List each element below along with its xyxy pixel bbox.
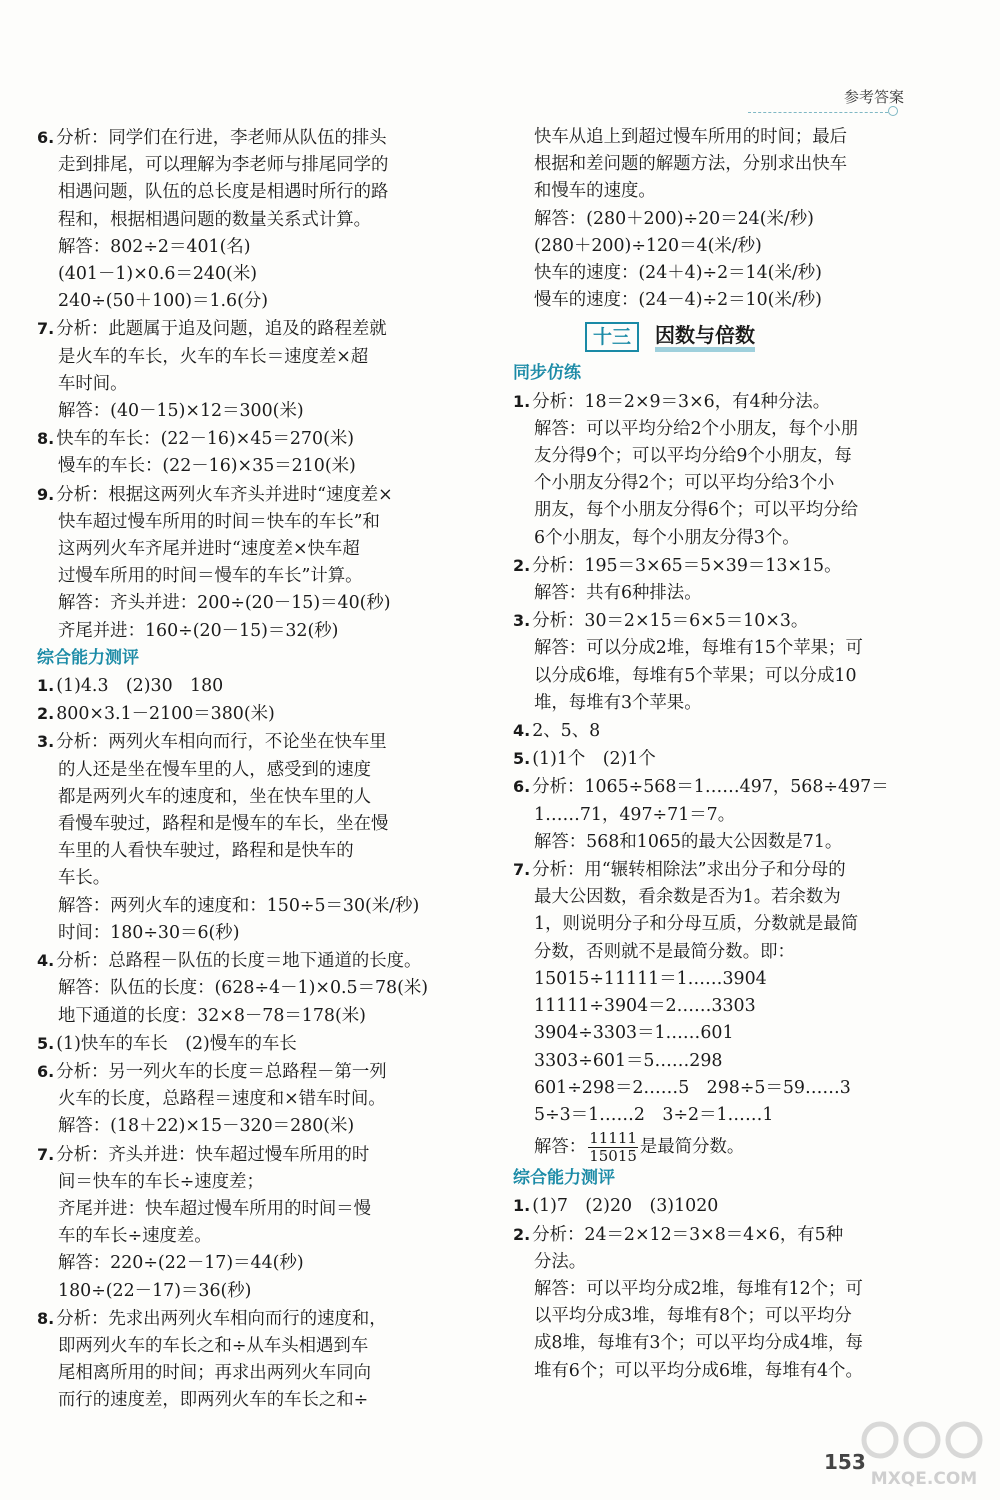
line-text: 解答：(18＋22)×15－320＝280(米) — [58, 1116, 355, 1137]
left-column — [37, 124, 475, 1415]
line-text: 分析：同学们在行进，李老师从队伍的排头 — [56, 128, 387, 148]
text-line — [513, 856, 911, 884]
text-line — [37, 509, 475, 536]
line-text: 分析：此题属于追及问题，追及的路程差就 — [56, 319, 387, 340]
line-text: (401－1)×0.6＝240(米) — [58, 264, 257, 285]
item-number: 7. — [37, 319, 55, 339]
line-text: 这两列火车齐尾并进时“速度差×快车超 — [58, 539, 360, 560]
line-text: 解答：两列火车的速度和：150÷5＝30(米/秒) — [58, 895, 420, 916]
text-line — [513, 470, 911, 497]
text-line — [37, 536, 475, 563]
line-text: 分数，否则就不是最简分数。即： — [534, 941, 795, 962]
text-line — [513, 1048, 911, 1075]
line-text: 慢车的车长：(22－16)×35＝210(米) — [58, 456, 356, 477]
text-line — [37, 672, 475, 700]
line-text: 分析：两列火车相向而行，不论坐在快车里 — [56, 732, 387, 753]
line-text: 5÷3＝1……2 3÷2＝1……1 — [534, 1104, 774, 1125]
subheading-text: 同步仿练 — [513, 363, 581, 384]
text-line — [37, 453, 475, 480]
text-line — [513, 525, 911, 552]
item-number: 5. — [37, 1033, 55, 1053]
line-text: 堆，每堆有3个苹果。 — [534, 692, 702, 713]
text-line — [37, 315, 475, 343]
line-text: 解答：220÷(22－17)＝44(秒) — [58, 1253, 304, 1274]
line-text: 解答：可以平均分给2个小朋友，每个小朋 — [534, 418, 859, 439]
text-line — [513, 1358, 911, 1385]
line-text: 走到排尾，可以理解为李老师与排尾同学的 — [58, 155, 389, 176]
line-text: 车时间。 — [58, 373, 128, 394]
item-number: 5. — [513, 749, 531, 769]
text-line — [37, 947, 475, 975]
text-line — [513, 717, 911, 745]
line-text: (1)1个 (2)1个 — [532, 749, 656, 770]
line-text: 分析：195＝3×65＝5×39＝13×15。 — [532, 555, 842, 576]
item-number: 6. — [37, 128, 55, 147]
line-text: (1)4.3 (2)30 180 — [56, 676, 224, 697]
line-text: 6个小朋友，每个小朋友分得3个。 — [534, 527, 800, 548]
text-line — [37, 618, 475, 645]
text-line — [513, 580, 911, 607]
item-number: 3. — [37, 732, 55, 752]
text-line — [37, 700, 475, 728]
line-text: 过慢车所用的时间＝慢车的车长”计算。 — [58, 566, 363, 587]
item-number: 1. — [513, 391, 531, 411]
line-text: 3303÷601＝5……298 — [534, 1050, 723, 1071]
line-text: 以分成6堆，每堆有5个苹果；可以分成10 — [534, 665, 857, 686]
item-number: 4. — [513, 721, 531, 741]
item-number: 1. — [513, 1196, 531, 1216]
item-number: 2. — [37, 704, 55, 724]
line-text: 车长。 — [58, 868, 111, 889]
line-text: 分析：1065÷568＝1……497，568÷497＝ — [532, 777, 889, 798]
text-line — [513, 416, 911, 443]
text-line — [37, 975, 475, 1002]
text-line — [513, 635, 911, 662]
line-text: 解答：568和1065的最大公因数是71。 — [534, 831, 843, 852]
text-line — [37, 563, 475, 590]
text-line — [513, 993, 911, 1020]
text-line — [37, 398, 475, 425]
text-line — [513, 884, 911, 911]
page-number: 153 — [824, 1450, 866, 1474]
text-line — [37, 1003, 475, 1030]
line-text: 齐尾并进：快车超过慢车所用的时间＝慢 — [58, 1198, 372, 1219]
line-text: 火车的长度，总路程＝速度和×错车时间。 — [58, 1089, 386, 1110]
line-text: 而行的速度差，即两列火车的车长之和÷ — [58, 1390, 369, 1411]
line-text: 分析：另一列火车的长度＝总路程－第一列 — [56, 1061, 387, 1082]
text-line — [513, 1221, 911, 1249]
section-heading — [585, 314, 911, 360]
text-line — [513, 1303, 911, 1330]
text-line — [37, 425, 475, 453]
text-line — [513, 151, 911, 178]
line-text: 地下通道的长度：32×8－78＝178(米) — [58, 1005, 366, 1026]
item-number: 6. — [37, 1061, 55, 1081]
text-line — [513, 260, 911, 287]
subheading-text: 综合能力测评 — [513, 1168, 615, 1189]
text-line — [513, 939, 911, 966]
line-text: 以平均分成3堆，每堆有8个；可以平均分 — [534, 1306, 852, 1327]
fraction-numerator: 11111 — [589, 1128, 637, 1147]
text-line — [513, 663, 911, 690]
header-title: 参考答案 — [843, 88, 904, 106]
text-line — [37, 1030, 475, 1058]
text-line — [513, 206, 911, 233]
line-text: 根据和差问题的解题方法，分别求出快车 — [534, 154, 848, 175]
right-column — [513, 124, 911, 1385]
text-line — [513, 1249, 911, 1276]
text-line — [513, 124, 911, 151]
line-text: 成8堆，每堆有3个；可以平均分成4堆，每 — [534, 1333, 863, 1354]
text-line — [513, 443, 911, 470]
text-line — [513, 911, 911, 938]
text-line — [513, 607, 911, 635]
subheading — [513, 1165, 911, 1192]
line-text: 180÷(22－17)＝36(秒) — [58, 1280, 252, 1301]
line-text: 解答：齐头并进：200÷(20－15)＝40(秒) — [58, 593, 391, 614]
line-text: 分析：根据这两列火车齐头并进时“速度差× — [56, 484, 393, 505]
line-text: 个小朋友分得2个；可以平均分给3个小 — [534, 473, 835, 494]
section-title: 因数与倍数 — [655, 323, 755, 352]
header-rule — [748, 112, 888, 113]
text-line — [513, 233, 911, 260]
text-line — [513, 552, 911, 580]
text-line — [513, 773, 911, 801]
text-line — [37, 152, 475, 179]
line-text: 分析：24＝2×12＝3×8＝4×6，有5种 — [532, 1224, 844, 1245]
text-line — [37, 1360, 475, 1387]
line-text: 分法。 — [534, 1251, 587, 1272]
item-number: 2. — [513, 1224, 531, 1244]
right-bottom-block — [513, 360, 911, 1129]
text-line — [37, 207, 475, 234]
text-line — [513, 388, 911, 416]
text-line — [37, 1305, 475, 1333]
text-line — [513, 745, 911, 773]
text-line — [37, 179, 475, 206]
item-number: 7. — [37, 1144, 55, 1164]
line-text: 是火车的车长，火车的车长＝速度差×超 — [58, 346, 369, 367]
line-text: 齐尾并进：160÷(20－15)＝32(秒) — [58, 620, 339, 641]
text-line — [37, 481, 475, 509]
text-line — [37, 1141, 475, 1169]
item-number: 1. — [37, 676, 55, 696]
line-text: 间＝快车的车长÷速度差； — [58, 1171, 264, 1192]
text-line — [513, 829, 911, 856]
text-line — [37, 1250, 475, 1277]
line-text: 分析：总路程－队伍的长度＝地下通道的长度。 — [56, 951, 422, 972]
line-text: 快车超过慢车所用的时间＝快车的车长”和 — [58, 511, 380, 532]
line-text: 解答：共有6种排法。 — [534, 583, 702, 604]
text-line — [37, 1333, 475, 1360]
item-number: 6. — [513, 777, 531, 797]
text-line — [37, 838, 475, 865]
line-text: 尾相离所用的时间；再求出两列火车同向 — [58, 1363, 372, 1384]
fraction-answer-line — [513, 1129, 911, 1165]
right-tail-block — [513, 1165, 911, 1385]
right-top-block — [513, 124, 911, 314]
line-text: 看慢车驶过，路程和是慢车的车长，坐在慢 — [58, 814, 389, 835]
text-line — [37, 1113, 475, 1140]
item-number: 7. — [513, 860, 531, 880]
text-line — [513, 1075, 911, 1102]
line-text: 800×3.1－2100＝380(米) — [56, 704, 275, 725]
line-text: 相遇问题，队伍的总长度是相遇时所行的路 — [58, 182, 389, 203]
line-text: 分析：齐头并进：快车超过慢车所用的时 — [56, 1144, 370, 1165]
text-line — [37, 261, 475, 288]
line-text: 解答：队伍的长度：(628÷4－1)×0.5＝78(米) — [58, 978, 429, 999]
text-line — [37, 590, 475, 617]
text-line — [37, 893, 475, 920]
fraction-answer-prefix: 解答： — [534, 1136, 587, 1157]
text-line — [37, 757, 475, 784]
line-text: 车的车长÷速度差。 — [58, 1226, 212, 1247]
line-text: 3904÷3303＝1……601 — [534, 1023, 734, 1044]
watermark-text: MXQE.COM — [870, 1469, 978, 1489]
text-line — [37, 920, 475, 947]
line-text: 即两列火车的车长之和÷从车头相遇到车 — [58, 1335, 369, 1356]
item-number: 4. — [37, 951, 55, 971]
line-text: 分析：用“辗转相除法”求出分子和分母的 — [532, 860, 846, 881]
line-text: 堆有6个；可以平均分成6堆，每堆有4个。 — [534, 1360, 863, 1381]
text-line — [513, 802, 911, 829]
text-line — [37, 234, 475, 261]
line-text: 解答：可以平均分成2堆，每堆有12个；可 — [534, 1278, 863, 1299]
text-line — [37, 1223, 475, 1250]
line-text: 解答：(40－15)×12＝300(米) — [58, 401, 304, 422]
line-text: 分析：18＝2×9＝3×6，有4种分法。 — [532, 391, 831, 412]
subheading-text: 综合能力测评 — [37, 647, 139, 668]
line-text: 快车的车长：(22－16)×45＝270(米) — [56, 429, 355, 450]
text-line — [37, 728, 475, 756]
text-line — [37, 288, 475, 315]
line-text: 时间：180÷30＝6(秒) — [58, 922, 240, 943]
text-line — [37, 811, 475, 838]
line-text: 朋友，每个小朋友分得6个；可以平均分给 — [534, 500, 859, 521]
text-line — [37, 1058, 475, 1086]
line-text: 240÷(50＋100)＝1.6(分) — [58, 291, 269, 312]
header-ornament-icon — [888, 106, 898, 116]
text-line — [37, 1086, 475, 1113]
line-text: 分析：30＝2×15＝6×5＝10×3。 — [532, 611, 809, 632]
section-number: 十三 — [585, 322, 639, 352]
line-text: 的人还是坐在慢车里的人，感受到的速度 — [58, 759, 372, 780]
line-text: 2、5、8 — [532, 721, 601, 742]
text-line — [37, 371, 475, 398]
text-line — [513, 497, 911, 524]
text-line — [513, 1330, 911, 1357]
item-number: 3. — [513, 611, 531, 631]
text-line — [513, 1192, 911, 1220]
line-text: 15015÷11111＝1……3904 — [534, 968, 767, 989]
fraction-denominator: 15015 — [589, 1146, 637, 1165]
line-text: 解答：(280＋200)÷20＝24(米/秒) — [534, 208, 814, 229]
item-number: 8. — [37, 429, 55, 449]
item-number: 2. — [513, 555, 531, 575]
line-text: 慢车的速度：(24－4)÷2＝10(米/秒) — [534, 290, 822, 311]
line-text: 都是两列火车的速度和，坐在快车里的人 — [58, 786, 372, 807]
text-line — [37, 1169, 475, 1196]
line-text: 11111÷3904＝2……3303 — [534, 996, 756, 1017]
line-text: 分析：先求出两列火车相向而行的速度和， — [56, 1308, 387, 1329]
line-text: 快车的速度：(24＋4)÷2＝14(米/秒) — [534, 263, 822, 284]
line-text: 程和，根据相遇问题的数量关系式计算。 — [58, 209, 372, 230]
line-text: 和慢车的速度。 — [534, 181, 656, 202]
text-line — [37, 1278, 475, 1305]
line-text: 车里的人看快车驶过，路程和是快车的 — [58, 841, 354, 862]
text-line — [513, 178, 911, 205]
text-line — [37, 1196, 475, 1223]
line-text: 601÷298＝2……5 298÷5＝59……3 — [534, 1077, 851, 1098]
text-line — [513, 966, 911, 993]
watermark-logo-icon — [860, 1412, 990, 1492]
line-text: 最大公因数，看余数是否为1。若余数为 — [534, 887, 841, 908]
line-text: (1)快车的车长 (2)慢车的车长 — [56, 1033, 297, 1054]
text-line — [513, 1276, 911, 1303]
line-text: 解答：可以分成2堆，每堆有15个苹果；可 — [534, 638, 863, 659]
item-number: 9. — [37, 484, 55, 504]
fraction-answer-suffix: 是最简分数。 — [639, 1136, 745, 1157]
line-text: (1)7 (2)20 (3)1020 — [532, 1196, 719, 1217]
text-line — [37, 344, 475, 371]
line-text: 快车从追上到超过慢车所用的时间；最后 — [534, 127, 848, 147]
line-text: 1，则说明分子和分母互质，分数就是最简 — [534, 914, 859, 935]
line-text: 解答：802÷2＝401(名) — [58, 236, 251, 257]
line-text: (280＋200)÷120＝4(米/秒) — [534, 235, 762, 256]
line-text: 友分得9个；可以平均分给9个小朋友，每 — [534, 446, 852, 467]
text-line — [37, 784, 475, 811]
text-line — [513, 1020, 911, 1047]
text-line — [37, 1387, 475, 1414]
text-line — [37, 124, 475, 152]
text-line — [37, 865, 475, 892]
line-text: 1……71，497÷71＝7。 — [534, 804, 736, 825]
text-line — [513, 690, 911, 717]
text-line — [513, 287, 911, 314]
text-line — [513, 1102, 911, 1129]
item-number: 8. — [37, 1308, 55, 1328]
subheading — [513, 360, 911, 387]
subheading — [37, 645, 475, 672]
fraction — [588, 1130, 638, 1165]
